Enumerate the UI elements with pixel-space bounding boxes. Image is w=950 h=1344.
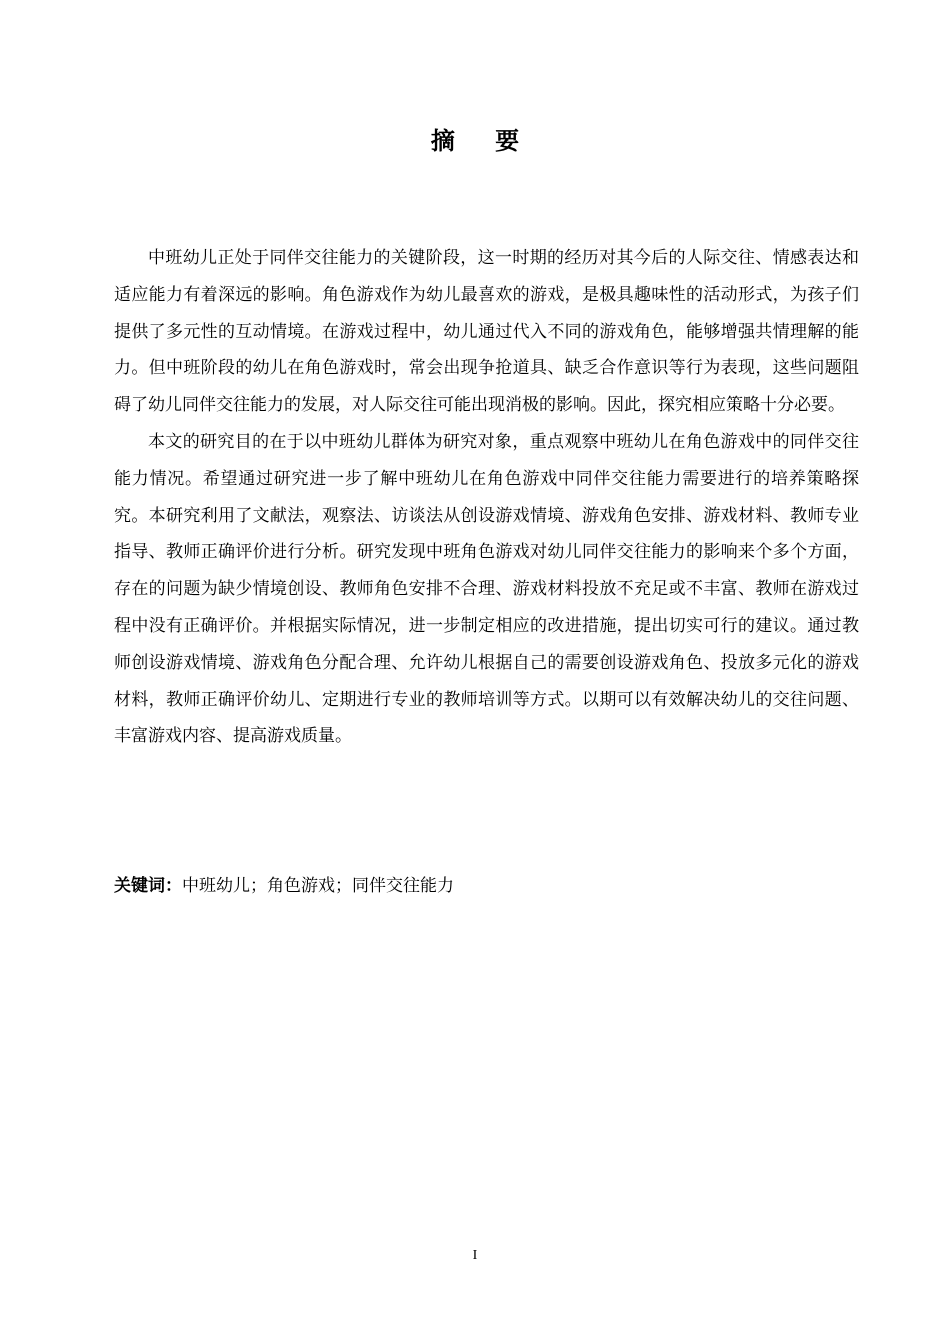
- abstract-title: 摘 要: [430, 127, 536, 155]
- keywords-value: 中班幼儿；角色游戏；同伴交往能力: [182, 876, 454, 896]
- abstract-body: [114, 240, 859, 755]
- abstract-paragraph-2: 本文的研究目的在于以中班幼儿群体为研究对象，重点观察中班幼儿在角色游戏中的同伴交往能力情况。希望通过研究进一步了解中班幼儿在角色游戏中同伴交往能力需要进行的培养策略探究。本研究利用了文献法，观察法、访谈法从创设游戏情境、游戏角色安排、游戏材料、教师专业指导、教师正确评价进行分析。研究发现中班角色游戏对幼儿同伴交往能力的影响来个多个方面，存在的问题为缺少情境创设、教师角色安排不合理、游戏材料投放不充足或不丰富、教师在游戏过程中没有正确评价。并根据实际情况，进一步制定相应的改进措施，提出切实可行的建议。通过教师创设游戏情境、游戏角色分配合理、允许幼儿根据自己的需要创设游戏角色、投放多元化的游戏材料，教师正确评价幼儿、定期进行专业的教师培训等方式。以期可以有效解决幼儿的交往问题、丰富游戏内容、提高游戏质量。: [114, 431, 859, 747]
- page-number: I: [472, 1248, 478, 1263]
- abstract-paragraph-1: 中班幼儿正处于同伴交往能力的关键阶段，这一时期的经历对其今后的人际交往、情感表达和适应能力有着深远的影响。角色游戏作为幼儿最喜欢的游戏，是极具趣味性的活动形式，为孩子们提供了多元性的互动情境。在游戏过程中，幼儿通过代入不同的游戏角色，能够增强共情理解的能力。但中班阶段的幼儿在角色游戏时，常会出现争抢道具、缺乏合作意识等行为表现，这些问题阻碍了幼儿同伴交往能力的发展，对人际交往可能出现消极的影响。因此，探究相应策略十分必要。: [114, 248, 859, 416]
- keywords-line: [114, 870, 859, 902]
- keywords-label: 关键词：: [114, 876, 182, 896]
